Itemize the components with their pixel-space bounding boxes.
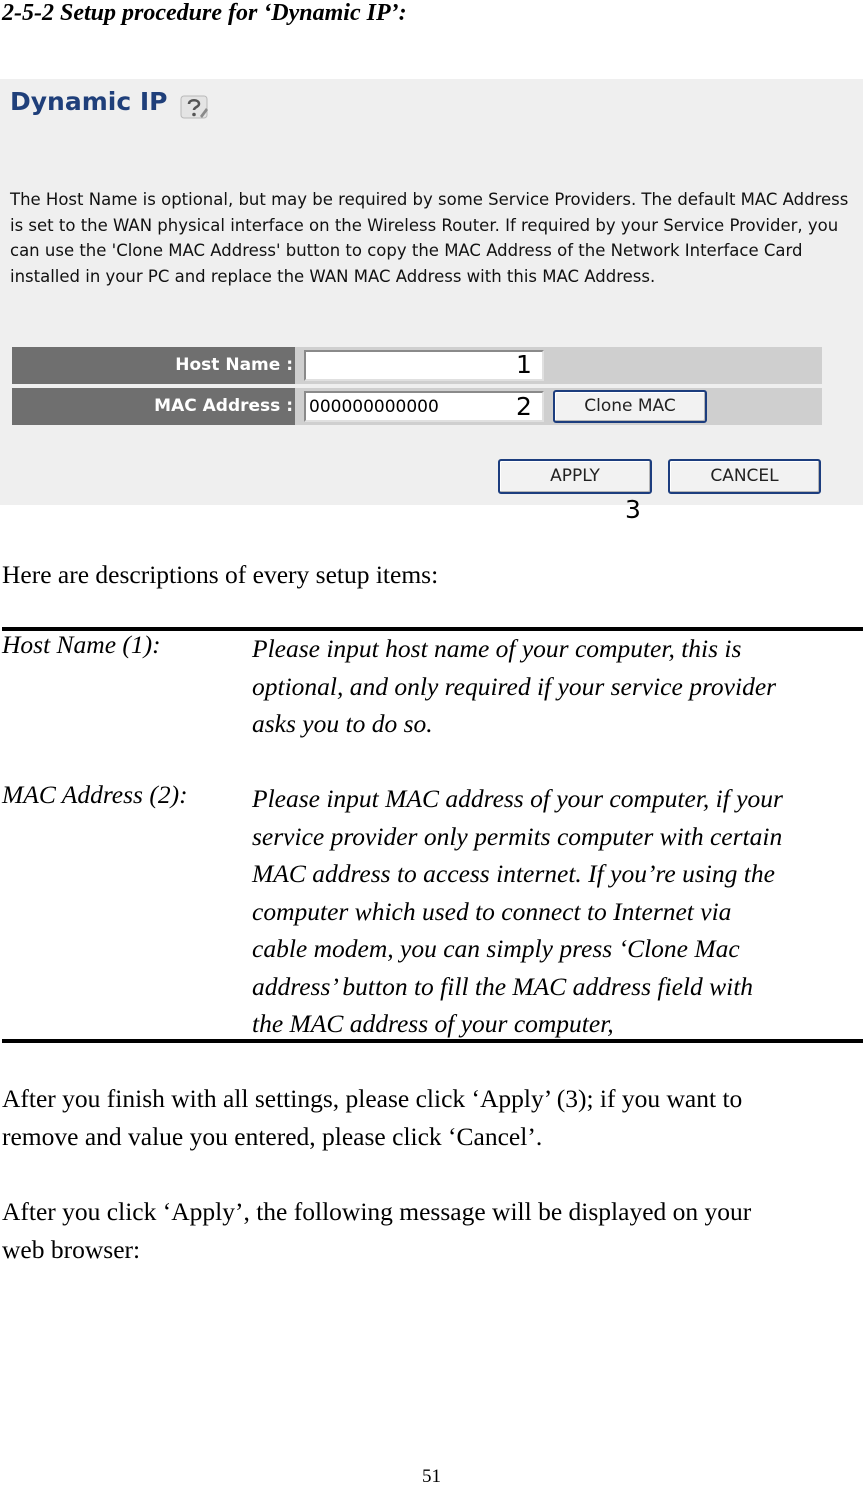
paragraph-line: After you click ‘Apply’, the following message will be displayed on your: [2, 1197, 752, 1226]
intro-text: Here are descriptions of every setup items:: [2, 560, 439, 589]
definition-line: address’ button to fill the MAC address field with: [252, 971, 754, 1001]
after-apply-text: [2, 1193, 751, 1268]
definition-line: the MAC address of your computer,: [252, 1009, 614, 1038]
definition-line: Please input MAC address of your computer, if your: [252, 784, 783, 813]
apply-instructions: [2, 1080, 742, 1155]
host-name-row: [12, 347, 822, 384]
definition-line: Please input host name of your computer, this is: [252, 634, 742, 663]
definition-line: asks you to do so.: [252, 709, 433, 738]
definition-line: optional, and only required if your service provider: [252, 671, 777, 701]
section-heading: 2-5-2 Setup procedure for ‘Dynamic IP’:: [2, 0, 407, 26]
table-bottom-rule: [2, 1039, 863, 1043]
panel-description: The Host Name is optional, but may be required by some Service Providers. The default MAC Address is set to the WAN physical interface on the Wireless Router. If required by your Service Provider, you can use the 'Clone MAC Address' button to copy the MAC Address of the Network Interface Card installed in your PC and replace the WAN MAC Address with this MAC Address.: [10, 190, 849, 286]
term-host-name: Host Name (1):: [2, 630, 161, 659]
clone-mac-button[interactable]: Clone MAC: [553, 390, 707, 423]
paragraph-line: web browser:: [2, 1234, 141, 1264]
help-icon: [180, 94, 210, 120]
definition-line: MAC address to access internet. If you’re using the: [252, 859, 775, 888]
paragraph-line: After you finish with all settings, please click ‘Apply’ (3); if you want to: [2, 1084, 743, 1113]
mac-address-label: MAC Address :: [12, 388, 295, 425]
callout-3: 3: [625, 495, 641, 524]
host-name-input[interactable]: [304, 350, 544, 381]
definition-line: cable modem, you can simply press ‘Clone Mac: [252, 934, 740, 963]
host-name-label: Host Name :: [12, 347, 295, 384]
paragraph-line: remove and value you entered, please click ‘Cancel’.: [2, 1121, 543, 1151]
term-mac-address: MAC Address (2):: [2, 780, 188, 809]
mac-address-input[interactable]: 000000000000: [304, 391, 544, 422]
definition-host-name: [252, 630, 863, 743]
cancel-button[interactable]: CANCEL: [668, 459, 821, 494]
apply-button[interactable]: APPLY: [498, 459, 652, 494]
page-number: 51: [422, 1466, 441, 1487]
definition-line: computer which used to connect to Internet via: [252, 896, 732, 926]
definition-mac-address: [252, 780, 863, 1043]
callout-2: 2: [516, 392, 532, 421]
panel-title: Dynamic IP: [10, 87, 168, 116]
dynamic-ip-screenshot: [0, 79, 863, 505]
callout-1: 1: [516, 350, 532, 379]
definition-line: service provider only permits computer with certain: [252, 821, 783, 851]
